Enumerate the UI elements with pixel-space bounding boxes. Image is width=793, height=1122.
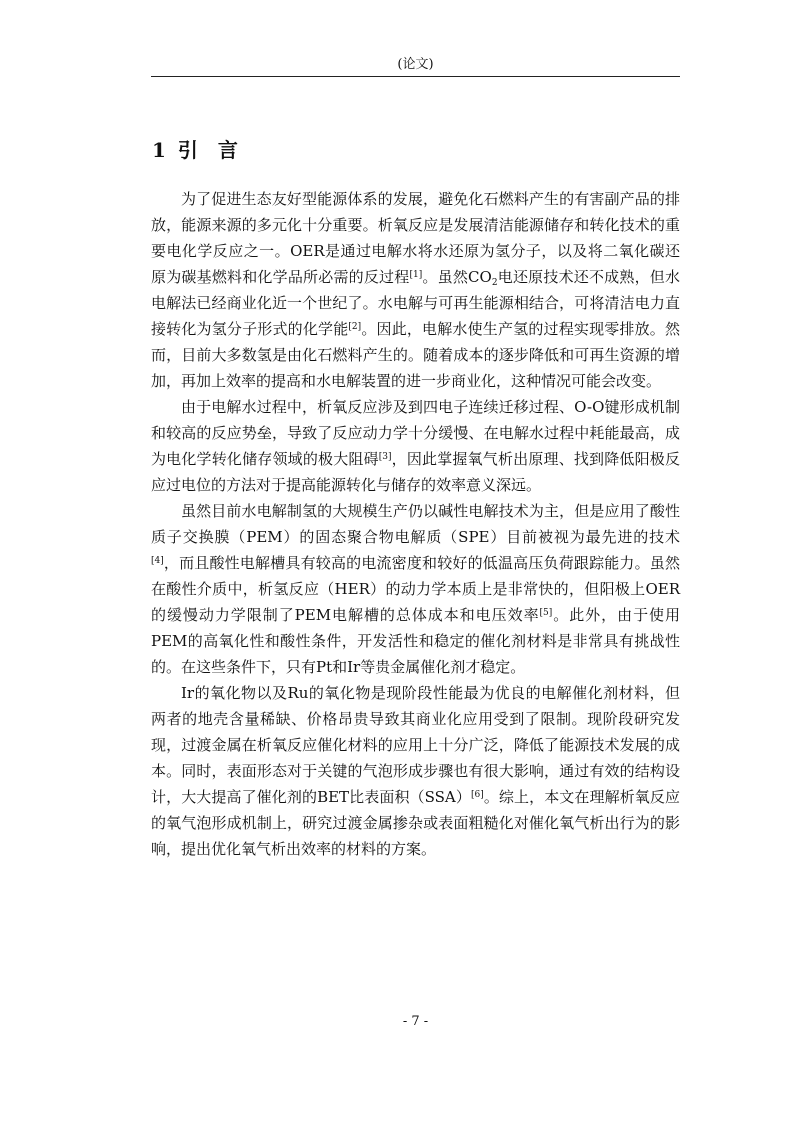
chapter-title-char-1: 引 bbox=[177, 138, 198, 162]
paragraph-text: 。因此，电解水使生产氢的过程实现零排放。然而，目前大多数氢是由化石燃料产生的。随着成本的逐步降低和可再生资源的增加，再加上效率的提高和水电解装置的进一步商业化，这种情况可能会改变。 bbox=[151, 320, 680, 390]
citation-5: [5] bbox=[539, 608, 553, 618]
paragraph-text: Ir的氧化物以及Ru的氧化物是现阶段性能最为优良的电解催化剂材料，但两者的地壳含量稀缺、价格昂贵导致其商业化应用受到了限制。现阶段研究发现，过渡金属在析氧反应催化材料的应用上十分广泛，降低了能源技术发展的成本。同时，表面形态对于关键的气泡形成步骤也有很大影响，通过有效的结构设计，大大提高了催化剂的BET比表面积（SSA） bbox=[151, 684, 680, 806]
paragraph-text: ，而且酸性电解槽具有较高的电流密度和较好的低温高压负荷跟踪能力。虽然在酸性介质中，析氢反应（HER）的动力学本质上是非常快的，但阳极上OER的缓慢动力学限制了PEM电解槽的总体成本和电压效率 bbox=[151, 554, 680, 624]
page-number: - 7 - bbox=[402, 1014, 429, 1029]
citation-4: [4] bbox=[151, 556, 164, 566]
paragraph-text: ，因此掌握氧气析出原理、找到降低阳极反应过电位的方法对于提高能源转化与储存的效率意义深远。 bbox=[151, 450, 680, 494]
paragraph-text: 电还原技术还不成熟，但水电解法已经商业化近一个世纪了。水电解与可再生能源相结合，可将清洁电力直接转化为氢分子形式的化学能 bbox=[151, 268, 680, 338]
subscript-2: 2 bbox=[491, 278, 498, 288]
paragraph-text: 由于电解水过程中，析氧反应涉及到四电子连续迁移过程、O-O键形成机制和较高的反应势垒，导致了反应动力学十分缓慢、在电解水过程中耗能最高，成为电化学转化储存领域的极大阻碍 bbox=[151, 398, 680, 468]
paragraph-text: 。此外，由于使用PEM的高氧化性和酸性条件，开发活性和稳定的催化剂材料是非常具有挑战性的。在这些条件下，只有Pt和Ir等贵金属催化剂才稳定。 bbox=[151, 606, 680, 676]
paragraph-text: 为了促进生态友好型能源体系的发展，避免化石燃料产生的有害副产品的排放，能源来源的多元化十分重要。析氧反应是发展清洁能源储存和转化技术的重要电化学反应之一。OER是通过电解水将水还原为氢分子，以及将二氧化碳还原为碳基燃料和化学品所必需的反过程 bbox=[151, 190, 680, 286]
page-header: (论文) bbox=[151, 58, 680, 77]
paragraph-3 bbox=[151, 498, 680, 680]
paragraph-text: 。综上，本文在理解析氧反应的氧气泡形成机制上，研究过渡金属掺杂或表面粗糙化对催化氧气析出行为的影响，提出优化氧气析出效率的材料的方案。 bbox=[151, 788, 680, 858]
citation-1: [1] bbox=[409, 270, 423, 280]
citation-3: [3] bbox=[378, 452, 392, 462]
chapter-title-char-2: 言 bbox=[217, 138, 238, 162]
paragraph-4 bbox=[151, 680, 680, 862]
paragraph-text: 虽然目前水电解制氢的大规模生产仍以碱性电解技术为主，但是应用了酸性质子交换膜（PEM）的固态聚合物电解质（SPE）目前被视为最先进的技术 bbox=[151, 502, 680, 546]
paragraph-text: 。虽然CO bbox=[422, 268, 492, 286]
citation-6: [6] bbox=[470, 790, 484, 800]
chapter-number: 1 bbox=[152, 138, 166, 162]
paragraph-2 bbox=[151, 394, 680, 498]
chapter-heading bbox=[152, 137, 238, 163]
citation-2: [2] bbox=[348, 322, 362, 332]
paragraph-1 bbox=[151, 186, 680, 394]
body-text bbox=[151, 186, 680, 862]
